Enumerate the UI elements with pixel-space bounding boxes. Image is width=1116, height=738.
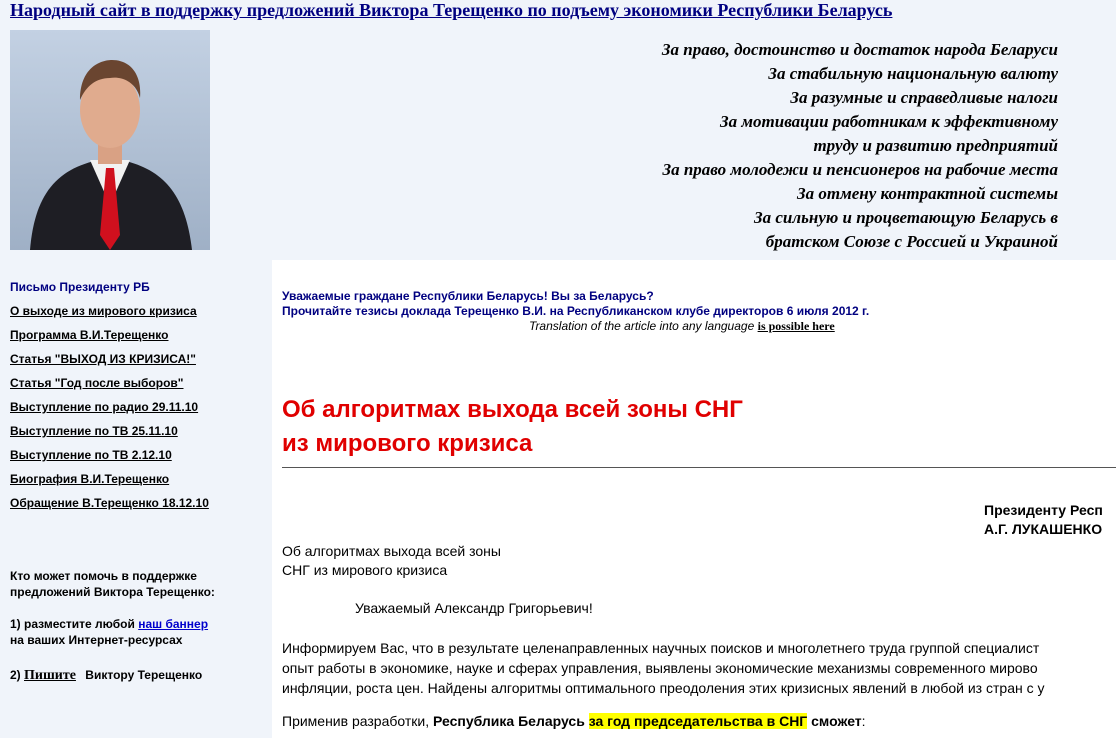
- translation-link[interactable]: is possible here: [757, 319, 835, 333]
- translation-text: Translation of the article into any language: [529, 319, 755, 333]
- translation-note: [529, 319, 835, 334]
- step2-suffix: Виктору Терещенко: [85, 668, 203, 682]
- slogan-line: За отмену контрактной системы: [796, 184, 1058, 203]
- slogan-line: За право, достоинство и достаток народа Беларуси: [661, 40, 1058, 59]
- sidebar-item-article-exit[interactable]: Статья "ВЫХОД ИЗ КРИЗИСА!": [10, 352, 196, 366]
- sidebar-item-program[interactable]: Программа В.И.Терещенко: [10, 328, 169, 342]
- headline-line-2: из мирового кризиса: [282, 430, 533, 457]
- subject-line-1: Об алгоритмах выхода всей зоны: [282, 543, 501, 559]
- portrait-photo: [10, 30, 210, 250]
- step1-suffix: на ваших Интернет-ресурсах: [10, 633, 183, 647]
- slogan-line: За мотивации работникам к эффективному: [719, 112, 1058, 131]
- letter-subject: [282, 542, 501, 580]
- body-line-3: инфляции, роста цен. Найдены алгоритмы оптимального преодоления этих кризисных явлений в любой из стран с у: [282, 680, 1045, 696]
- subject-line-2: СНГ из мирового кризиса: [282, 562, 448, 578]
- slogan-line: За сильную и процветающую Беларусь в: [753, 208, 1058, 227]
- sidebar-item-tv-2[interactable]: Выступление по ТВ 2.12.10: [10, 448, 172, 462]
- last-bold-2: сможет: [807, 713, 862, 729]
- recipient-line-1: Президенту Респ: [984, 502, 1103, 518]
- slogans-block: [662, 38, 1058, 254]
- headline-line-1: Об алгоритмах выхода всей зоны СНГ: [282, 396, 743, 423]
- letter-body: [282, 638, 1045, 698]
- slogan-line: За разумные и справедливые налоги: [790, 88, 1058, 107]
- sidebar-item-letter-president[interactable]: Письмо Президенту РБ: [10, 280, 150, 294]
- support-step-1: [10, 616, 215, 632]
- sidebar-item-radio[interactable]: Выступление по радио 29.11.10: [10, 400, 199, 414]
- divider: [282, 467, 1116, 468]
- write-link[interactable]: Пишите: [24, 668, 76, 683]
- last-prefix: Применив разработки,: [282, 713, 433, 729]
- article-headline: [282, 393, 743, 461]
- support-heading: Кто может помочь в поддержке: [10, 569, 197, 583]
- slogan-line: За стабильную национальную валюту: [768, 64, 1058, 83]
- support-step-2: [10, 667, 215, 684]
- slogan-line: За право молодежи и пенсионеров на рабочие места: [662, 160, 1058, 179]
- sidebar-item-appeal[interactable]: Обращение В.Терещенко 18.12.10: [10, 496, 209, 510]
- sidebar-item-article-year[interactable]: Статья "Год после выборов": [10, 376, 184, 390]
- intro-line-1: Уважаемые граждане Республики Беларусь! Вы за Беларусь?: [282, 289, 654, 303]
- support-heading-2: предложений Виктора Терещенко:: [10, 585, 215, 599]
- support-box: [10, 568, 215, 684]
- letter-salutation: Уважаемый Александр Григорьевич!: [355, 600, 593, 616]
- step2-prefix: 2): [10, 668, 21, 682]
- sidebar-item-biography[interactable]: Биография В.И.Терещенко: [10, 472, 170, 486]
- site-title-link[interactable]: Народный сайт в поддержку предложений Виктора Терещенко по подъему экономики Республики Беларусь: [10, 0, 893, 20]
- intro-line-2: Прочитайте тезисы доклада Терещенко В.И. на Республиканском клубе директоров 6 июля 2012 г.: [282, 304, 870, 318]
- last-suffix: :: [861, 713, 866, 729]
- intro-block: [282, 289, 869, 319]
- highlighted-phrase: за год председательства в СНГ: [588, 713, 808, 729]
- slogan-line: труду и развитию предприятий: [813, 136, 1058, 155]
- step1-prefix: 1) разместите любой: [10, 617, 135, 631]
- slogan-line: братском Союзе с Россией и Украиной: [765, 232, 1058, 251]
- banner-link[interactable]: наш баннер: [138, 617, 209, 631]
- letter-recipient: [984, 501, 1103, 539]
- main-content: [272, 260, 1116, 738]
- recipient-line-2: А.Г. ЛУКАШЕНКО: [984, 521, 1103, 537]
- body-line-2: опыт работы в экономике, науке и сферах управления, выявлены экономические механизмы современного мирово: [282, 660, 1038, 676]
- body-line-1: Информируем Вас, что в результате целенаправленных научных поисков и многолетнего труда группой специалист: [282, 640, 1040, 656]
- sidebar-item-tv-25[interactable]: Выступление по ТВ 25.11.10: [10, 424, 178, 438]
- sidebar-item-crisis-exit[interactable]: О выходе из мирового кризиса: [10, 304, 197, 318]
- sidebar-nav: [10, 275, 209, 515]
- letter-last-paragraph: [282, 713, 866, 729]
- last-bold: Республика Беларусь: [433, 713, 589, 729]
